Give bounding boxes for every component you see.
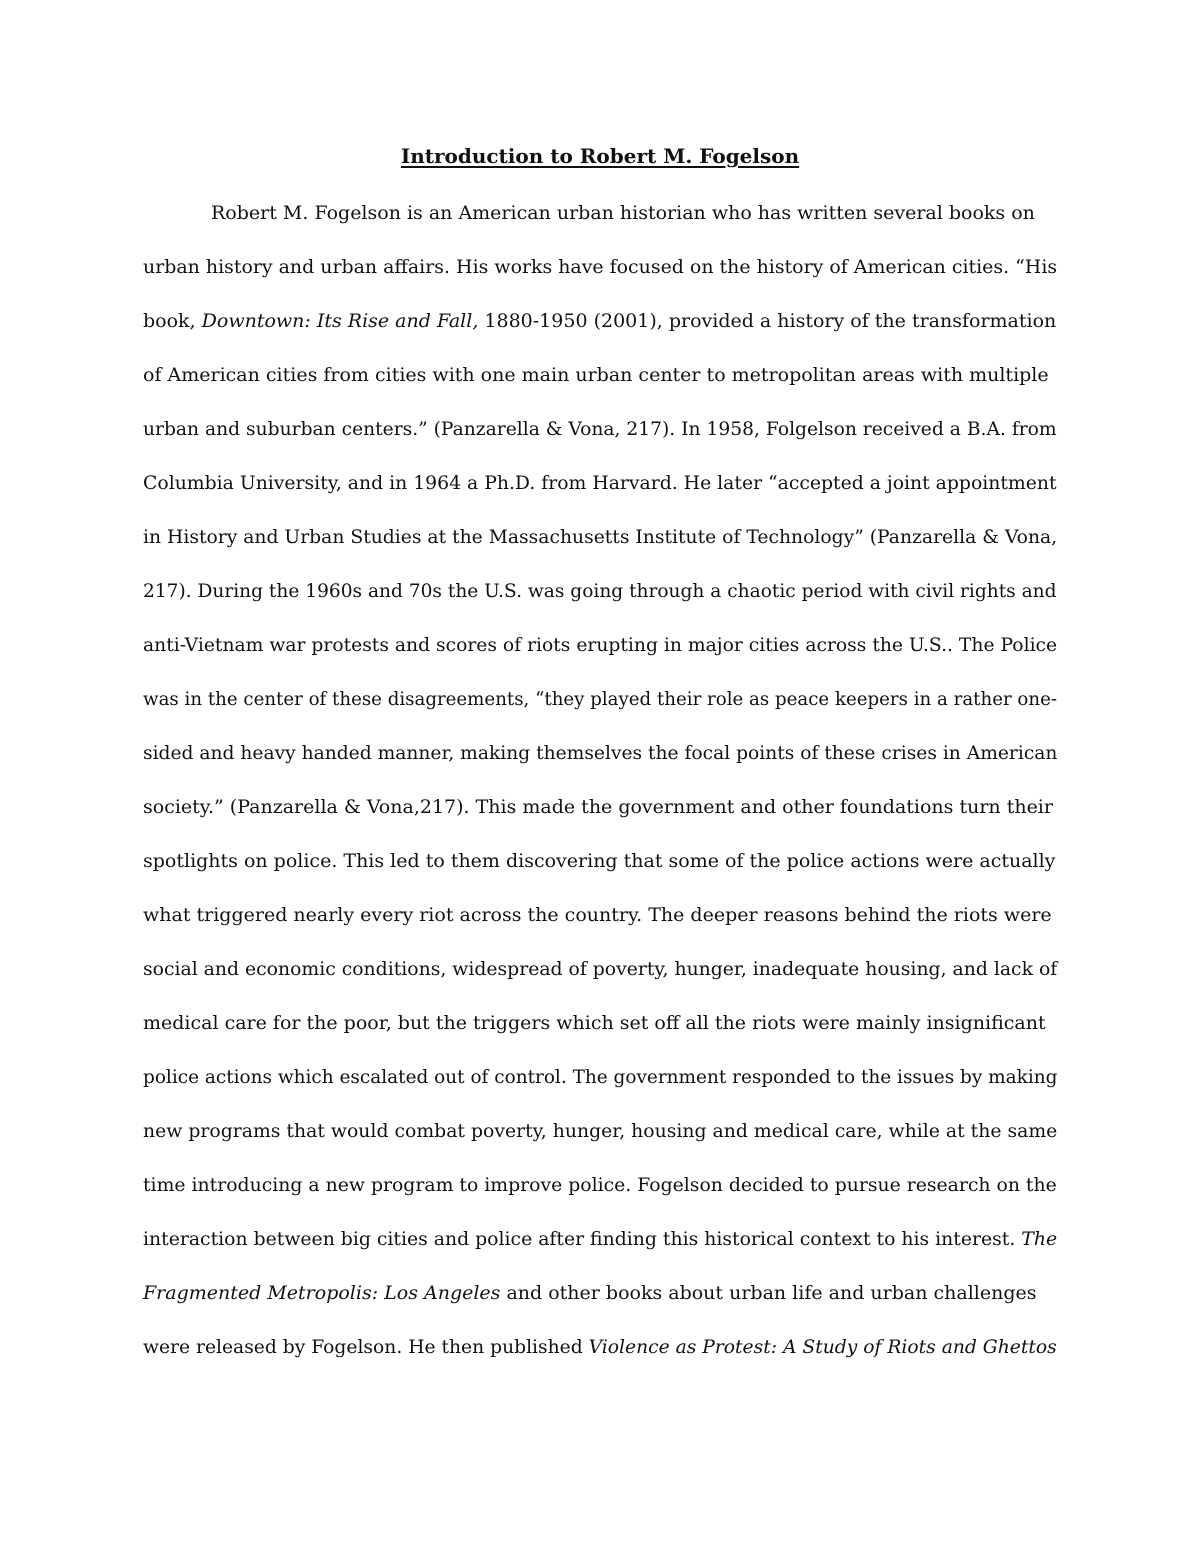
body-line: society.” (Panzarella & Vona,217). This made the government and other foundations turn their — [143, 796, 1053, 818]
body-line: time introducing a new program to improve police. Fogelson decided to pursue research on the — [143, 1174, 1057, 1196]
body-line: new programs that would combat poverty, hunger, housing and medical care, while at the same — [143, 1120, 1058, 1142]
body-line: interaction between big cities and police after finding this historical context to his interest. The — [143, 1228, 1058, 1250]
body-line: anti-Vietnam war protests and scores of riots erupting in major cities across the U.S.. The Police — [143, 634, 1058, 656]
body-line: were released by Fogelson. He then published Violence as Protest: A Study of Riots and Ghettos — [143, 1336, 1057, 1358]
document-title: Introduction to Robert M. Fogelson — [400, 144, 800, 168]
body-line: medical care for the poor, but the triggers which set off all the riots were mainly insignificant — [143, 1012, 1046, 1034]
body-line: urban history and urban affairs. His works have focused on the history of American cities. “His — [143, 256, 1058, 278]
body-line: was in the center of these disagreements, “they played their role as peace keepers in a rather one- — [143, 688, 1058, 710]
body-line: what triggered nearly every riot across the country. The deeper reasons behind the riots were — [143, 904, 1052, 926]
body-line: of American cities from cities with one main urban center to metropolitan areas with multiple — [143, 364, 1049, 386]
body-line: social and economic conditions, widespread of poverty, hunger, inadequate housing, and lack of — [143, 958, 1058, 980]
body-line: book, Downtown: Its Rise and Fall, 1880-1950 (2001), provided a history of the transformation — [143, 310, 1057, 332]
body-line: 217). During the 1960s and 70s the U.S. was going through a chaotic period with civil rights and — [143, 580, 1057, 602]
body-line: Robert M. Fogelson is an American urban historian who has written several books on — [211, 202, 1035, 224]
book-title: Fragmented Metropolis: Los Angeles — [143, 1282, 501, 1304]
body-line: Columbia University, and in 1964 a Ph.D. from Harvard. He later “accepted a joint appointment — [143, 472, 1057, 494]
body-line: sided and heavy handed manner, making themselves the focal points of these crises in American — [143, 742, 1058, 764]
body-line: in History and Urban Studies at the Massachusetts Institute of Technology” (Panzarella & Vona, — [143, 526, 1058, 548]
body-line: Fragmented Metropolis: Los Angeles and other books about urban life and urban challenges — [143, 1282, 1037, 1304]
book-title: Violence as Protest: A Study of Riots and Ghettos — [588, 1336, 1057, 1358]
book-title: The — [1021, 1228, 1058, 1250]
body-line: spotlights on police. This led to them discovering that some of the police actions were actually — [143, 850, 1056, 872]
body-line: urban and suburban centers.” (Panzarella & Vona, 217). In 1958, Folgelson received a B.A. from — [143, 418, 1057, 440]
body-line: police actions which escalated out of control. The government responded to the issues by making — [143, 1066, 1058, 1088]
book-title: Downtown: Its Rise and Fall, — [201, 310, 479, 332]
